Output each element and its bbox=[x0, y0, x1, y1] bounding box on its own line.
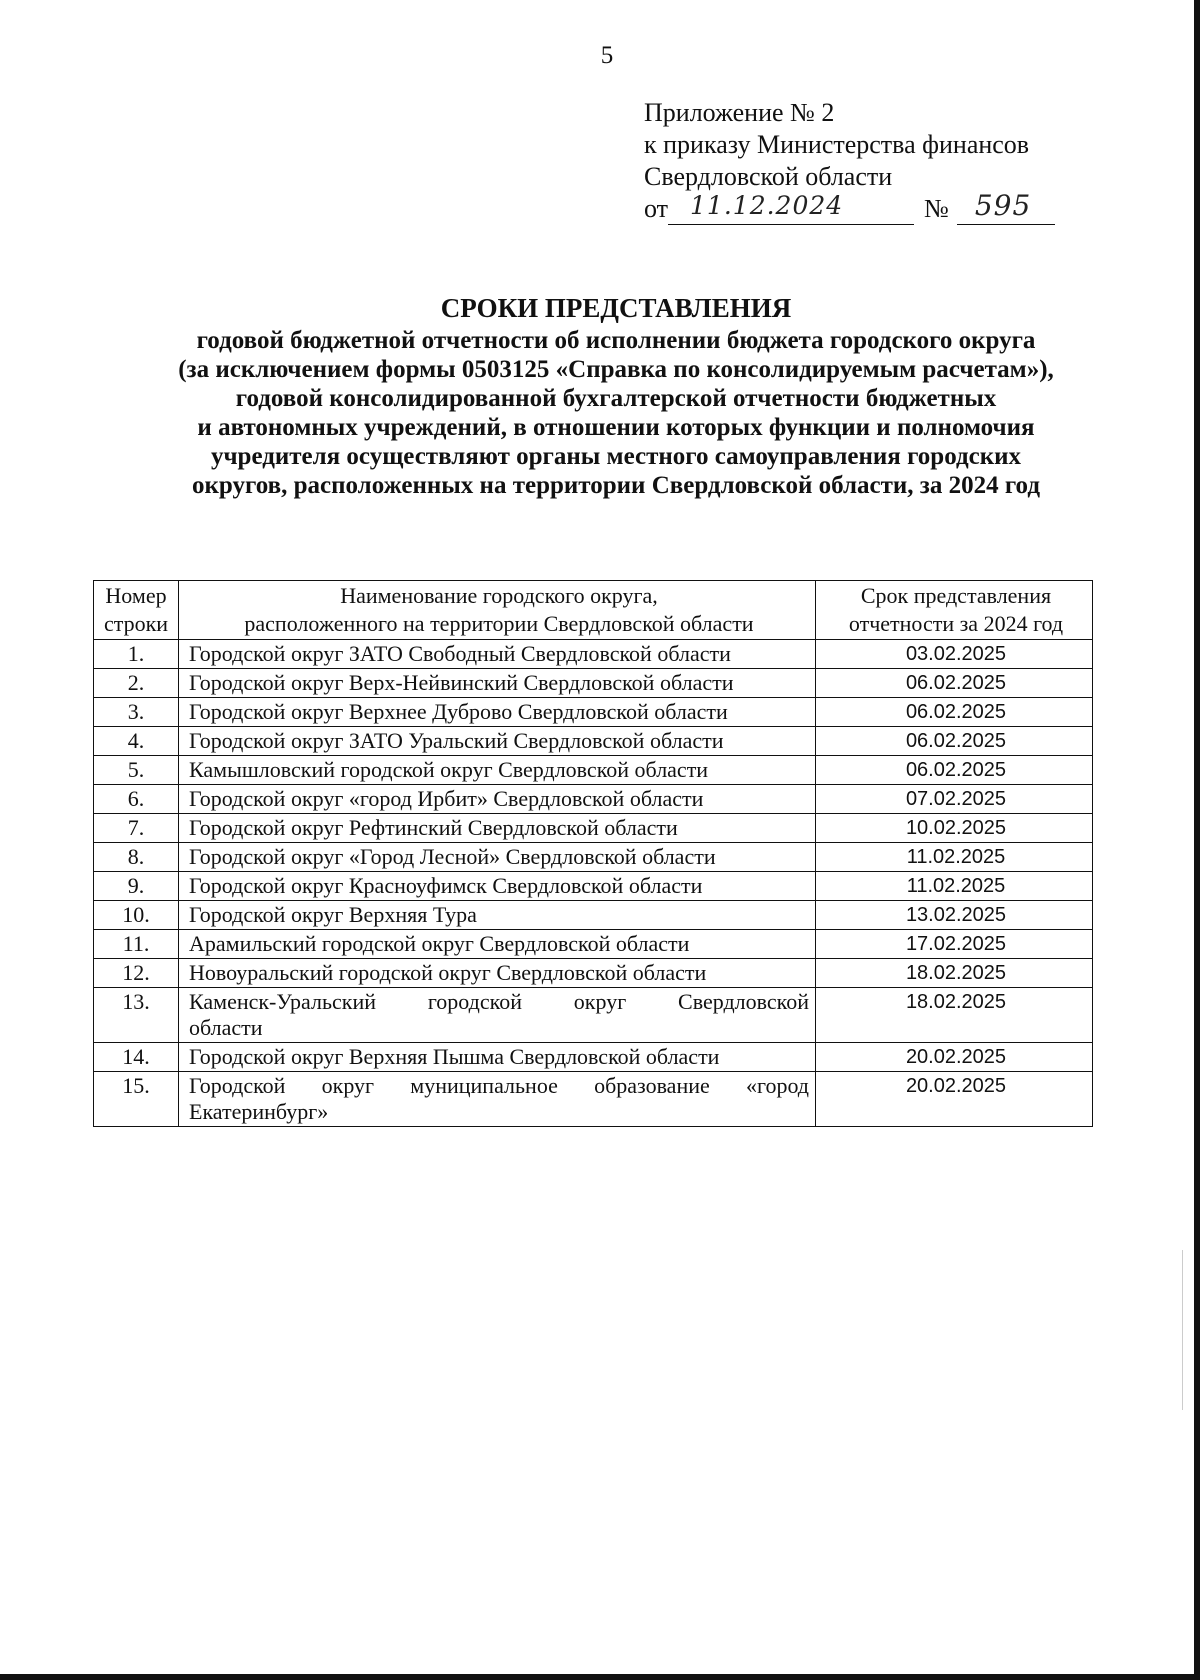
scan-artifact bbox=[1182, 1250, 1183, 1410]
district-name-text: Городской округ Верхняя Тура bbox=[189, 902, 477, 927]
table-row bbox=[94, 756, 1093, 785]
district-name bbox=[179, 698, 816, 727]
district-name bbox=[179, 1072, 816, 1127]
appendix-order-ref: к приказу Министерства финансов bbox=[644, 130, 1030, 159]
table-row bbox=[94, 640, 1093, 669]
row-number: 8. bbox=[94, 843, 179, 872]
deadline-date: 20.02.2025 bbox=[816, 1072, 1093, 1127]
row-number: 7. bbox=[94, 814, 179, 843]
district-name bbox=[179, 959, 816, 988]
header-text: Срок представления bbox=[860, 583, 1052, 608]
header-text: Наименование городского округа, bbox=[340, 583, 658, 608]
deadline-date: 18.02.2025 bbox=[816, 959, 1093, 988]
row-number: 6. bbox=[94, 785, 179, 814]
header-text: Номер bbox=[105, 583, 167, 608]
title-line: округов, расположенных на территории Свердловской области, за 2024 год bbox=[192, 472, 1040, 499]
deadline-date: 20.02.2025 bbox=[816, 1043, 1093, 1072]
from-label: от bbox=[644, 194, 669, 223]
row-number: 3. bbox=[94, 698, 179, 727]
table-row bbox=[94, 930, 1093, 959]
row-number: 4. bbox=[94, 727, 179, 756]
title-main: СРОКИ ПРЕДСТАВЛЕНИЯ bbox=[440, 293, 792, 323]
table-row bbox=[94, 785, 1093, 814]
deadlines-table bbox=[93, 580, 1093, 1127]
district-name bbox=[179, 1043, 816, 1072]
district-name-text: Камышловский городской округ Свердловской области bbox=[189, 757, 709, 782]
district-name-text: Городской округ ЗАТО Уральский Свердловской области bbox=[189, 728, 724, 753]
district-name-text: Городской округ муниципальное образование «город bbox=[189, 1073, 809, 1098]
district-name-text: Городской округ ЗАТО Свободный Свердловской области bbox=[189, 641, 731, 666]
deadline-date: 10.02.2025 bbox=[816, 814, 1093, 843]
district-name bbox=[179, 930, 816, 959]
district-name bbox=[179, 901, 816, 930]
scan-edge-right bbox=[1194, 0, 1200, 1680]
row-number: 1. bbox=[94, 640, 179, 669]
deadline-date: 13.02.2025 bbox=[816, 901, 1093, 930]
handwritten-date: 11.12.2024 bbox=[690, 191, 844, 220]
title-line: годовой бюджетной отчетности об исполнении бюджета городского округа bbox=[196, 327, 1036, 354]
deadline-date: 06.02.2025 bbox=[816, 727, 1093, 756]
district-name bbox=[179, 843, 816, 872]
deadline-date: 03.02.2025 bbox=[816, 640, 1093, 669]
header-text: отчетности за 2024 год bbox=[848, 611, 1064, 636]
number-label: № bbox=[924, 194, 949, 223]
district-name-text: Каменск-Уральский городской округ Свердловской bbox=[189, 989, 809, 1014]
table-row bbox=[94, 814, 1093, 843]
district-name-text: Екатеринбург» bbox=[189, 1099, 329, 1124]
deadline-date: 06.02.2025 bbox=[816, 756, 1093, 785]
row-number: 13. bbox=[94, 988, 179, 1043]
table-row bbox=[94, 959, 1093, 988]
deadline-date: 11.02.2025 bbox=[816, 843, 1093, 872]
title-line: годовой консолидированной бухгалтерской отчетности бюджетных bbox=[235, 385, 997, 412]
district-name-text: Городской округ Верхняя Пышма Свердловской области bbox=[189, 1044, 720, 1069]
scan-edge-bottom bbox=[0, 1674, 1200, 1680]
deadline-date: 06.02.2025 bbox=[816, 669, 1093, 698]
table-row bbox=[94, 872, 1093, 901]
title-line: и автономных учреждений, в отношении которых функции и полномочия bbox=[197, 414, 1035, 441]
row-number: 10. bbox=[94, 901, 179, 930]
table-row bbox=[94, 1043, 1093, 1072]
number-blank bbox=[957, 189, 1055, 225]
deadline-date: 07.02.2025 bbox=[816, 785, 1093, 814]
district-name-text: Городской округ «город Ирбит» Свердловской области bbox=[189, 786, 704, 811]
district-name-text: Городской округ Красноуфимск Свердловской области bbox=[189, 873, 703, 898]
title-line: учредителя осуществляют органы местного самоуправления городских bbox=[210, 443, 1022, 470]
row-number: 2. bbox=[94, 669, 179, 698]
district-name bbox=[179, 785, 816, 814]
header-district-name bbox=[179, 581, 816, 640]
document-title bbox=[0, 290, 1200, 500]
deadline-date: 18.02.2025 bbox=[816, 988, 1093, 1043]
district-name bbox=[179, 988, 816, 1043]
district-name-text: Городской округ «Город Лесной» Свердловской области bbox=[189, 844, 716, 869]
district-name bbox=[179, 872, 816, 901]
district-name-text: Новоуральский городской округ Свердловской области bbox=[189, 960, 707, 985]
handwritten-number: 595 bbox=[974, 189, 1032, 222]
deadline-date: 11.02.2025 bbox=[816, 872, 1093, 901]
date-blank bbox=[668, 191, 914, 225]
table-row bbox=[94, 727, 1093, 756]
appendix-block bbox=[644, 97, 1084, 229]
table-row bbox=[94, 669, 1093, 698]
district-name bbox=[179, 727, 816, 756]
row-number: 11. bbox=[94, 930, 179, 959]
table-row bbox=[94, 1072, 1093, 1127]
district-name bbox=[179, 640, 816, 669]
title-line: (за исключением формы 0503125 «Справка по консолидируемым расчетам»), bbox=[178, 356, 1054, 383]
district-name-text: Арамильский городской округ Свердловской области bbox=[189, 931, 690, 956]
row-number: 9. bbox=[94, 872, 179, 901]
header-text: строки bbox=[103, 611, 169, 636]
district-name-text: Городской округ Рефтинский Свердловской области bbox=[189, 815, 678, 840]
table-row bbox=[94, 988, 1093, 1043]
deadline-date: 17.02.2025 bbox=[816, 930, 1093, 959]
appendix-title: Приложение № 2 bbox=[644, 98, 835, 127]
row-number: 15. bbox=[94, 1072, 179, 1127]
row-number: 14. bbox=[94, 1043, 179, 1072]
district-name bbox=[179, 669, 816, 698]
table-row bbox=[94, 901, 1093, 930]
order-date-number-line bbox=[644, 189, 1084, 229]
row-number: 5. bbox=[94, 756, 179, 785]
deadline-date: 06.02.2025 bbox=[816, 698, 1093, 727]
district-name bbox=[179, 756, 816, 785]
district-name bbox=[179, 814, 816, 843]
appendix-region: Свердловской области bbox=[644, 162, 893, 191]
row-number: 12. bbox=[94, 959, 179, 988]
header-row-number bbox=[94, 581, 179, 640]
district-name-text: Городской округ Верх-Нейвинский Свердловской области bbox=[189, 670, 734, 695]
district-name-text: области bbox=[189, 1015, 263, 1040]
table-row bbox=[94, 698, 1093, 727]
header-text: расположенного на территории Свердловской области bbox=[244, 611, 754, 636]
table-row bbox=[94, 843, 1093, 872]
header-deadline bbox=[816, 581, 1093, 640]
district-name-text: Городской округ Верхнее Дуброво Свердловской области bbox=[189, 699, 728, 724]
table-header-row bbox=[94, 581, 1093, 640]
page-number: 5 bbox=[600, 42, 614, 69]
